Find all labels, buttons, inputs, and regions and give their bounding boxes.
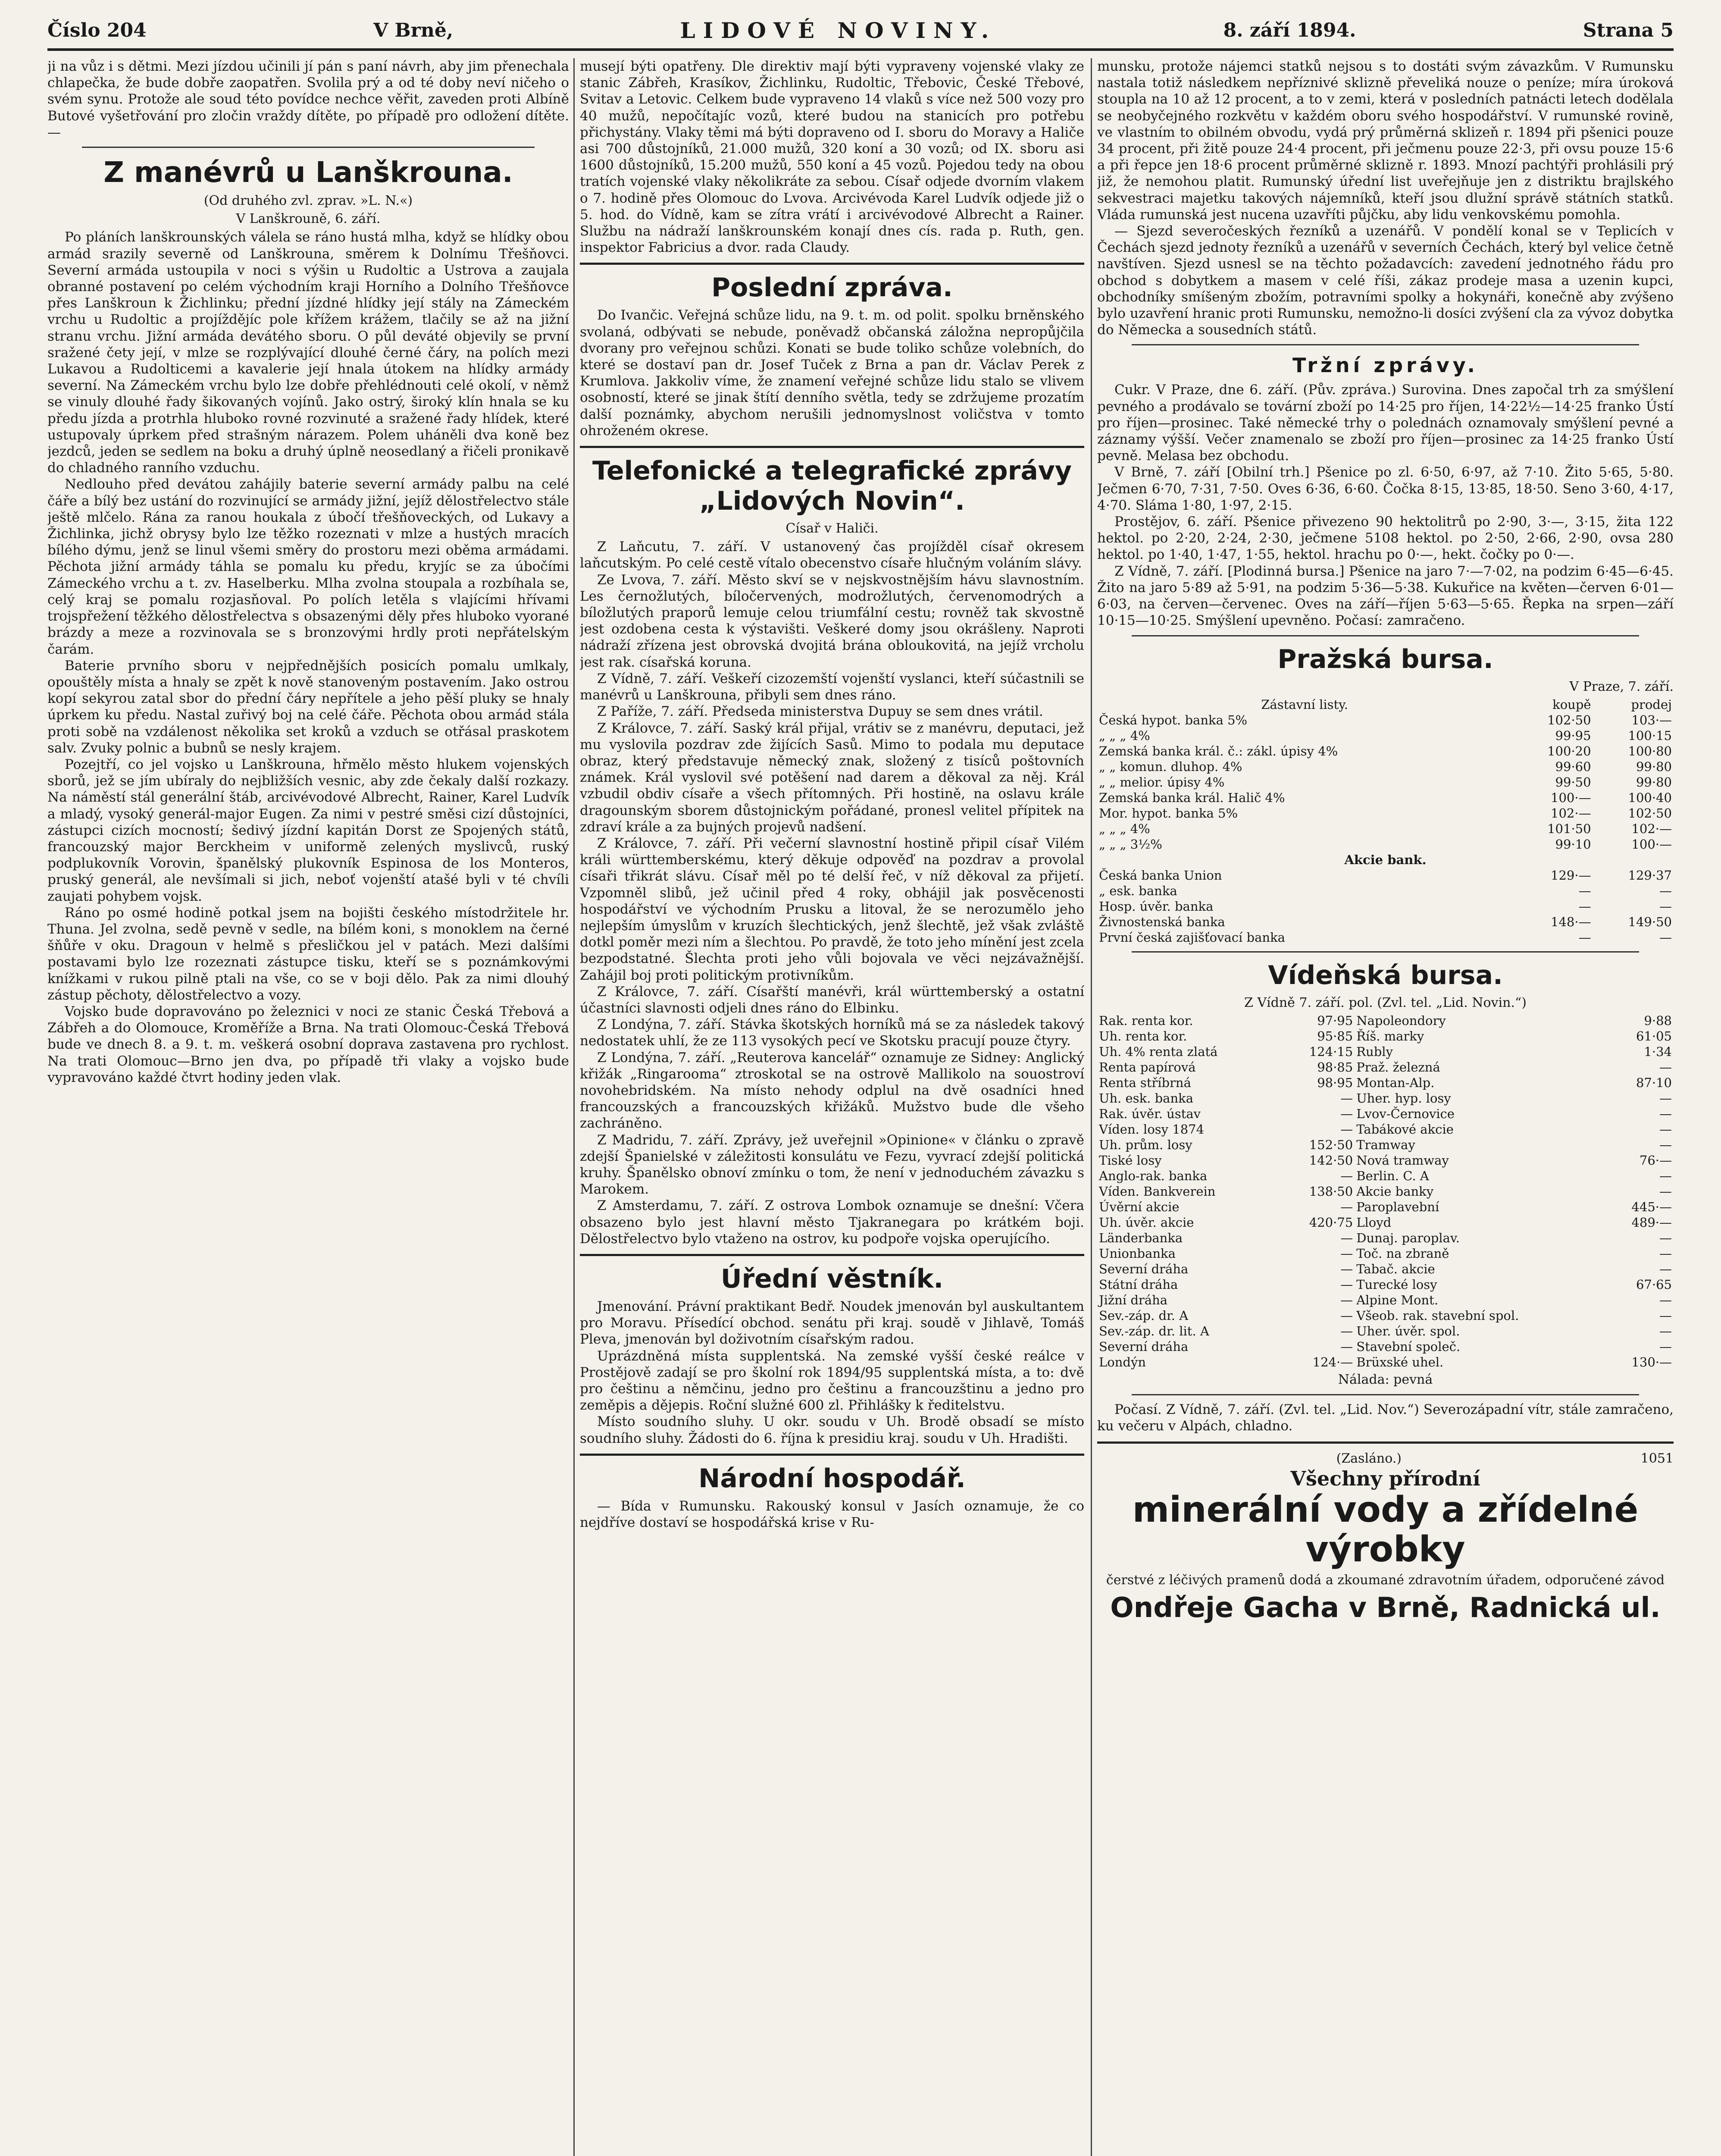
table-cell: Úvěrní akcie (1099, 1199, 1180, 1214)
table-cell: — (1340, 1122, 1353, 1137)
table-row (1097, 1122, 1674, 1137)
column-1 (47, 58, 569, 2156)
table-cell: — (1659, 1184, 1672, 1199)
table-cell: 142·50 (1309, 1153, 1353, 1168)
place: V Brně, (373, 19, 454, 41)
table-cell: 98·95 (1317, 1075, 1353, 1090)
table-cell: Anglo-rak. banka (1099, 1168, 1208, 1183)
table-cell: — (1659, 1168, 1672, 1183)
table-cell: 99·80 (1636, 774, 1672, 790)
table-cell: — (1340, 1323, 1353, 1338)
telegram: Z Londýna, 7. září. Stávka škotských horníků má se za následek takový nedostatek uhlí, že ze 113 vysokých pecí ve Skotsku pracují pouze čtyry. (580, 1017, 1084, 1049)
separator (580, 1254, 1084, 1256)
table-cell: 124·— (1312, 1354, 1353, 1369)
article-text: Ráno po osmé hodině potkal jsem na bojišti českého místodržitele hr. Thuna. Jel zvolna, sedě pevně v sedle, na bílém koni, s monoklem na černé šňůře v oku. Dragoun v helmě s přesličkou jel v patách. Mezi dalšími postavami bylo lze rozeznati zástupce tisku, kteří se s poznámkovými knížkami v rukou pilně ptali na vše, co se v boji dělo. Pak za nimi dlouhý zástup pěchoty, dělostřelectvo a vozy. (47, 905, 569, 1003)
page-number-right: Strana 5 (1583, 19, 1674, 41)
advert-header (1097, 1451, 1674, 1467)
table-cell: Česká hypot. banka 5% (1099, 712, 1248, 727)
table-row (1097, 1323, 1674, 1339)
table-cell: „ esk. banka (1099, 883, 1177, 898)
table-cell: 129·37 (1628, 868, 1672, 883)
table-cell: Dunaj. paroplav. (1356, 1230, 1460, 1245)
telegram: Z Královce, 7. září. Císařští manévři, král württemberský a ostatní účastníci slavnosti odjeli dnes ráno do Elbinku. (580, 984, 1084, 1016)
table-cell: — (1340, 1277, 1353, 1292)
separator (1097, 1442, 1674, 1444)
table-cell: Montan-Alp. (1356, 1075, 1435, 1090)
table-cell: Rak. úvěr. ústav (1099, 1106, 1201, 1121)
advert-headline: minerální vody a zřídelné výrobky (1132, 1489, 1639, 1570)
table-cell: 420·75 (1309, 1215, 1353, 1230)
prague-bursa-table (1097, 697, 1674, 945)
table-cell: Praž. železná (1356, 1059, 1440, 1075)
table-cell: — (1659, 1230, 1672, 1245)
table-cell: 152·50 (1309, 1137, 1353, 1152)
table-cell: — (1659, 1091, 1672, 1106)
article-text: Nedlouho před devátou zahájily baterie severní armády palbu na celé čáře a bílý bez ustání do rozvinující se armády jižní, jejíž dělostřelectvo stále ještě mlčelo. Rána za ranou houkala z úbočí třešňoveckých, od Lukavy a Žichlinka, jichž obrysy bylo lze těžko rozeznati v mlze a hustých mracích bílého dýmu, jenž se linul všemi směry do prostoru mezi oběma armádami. Pěchota jižní armády táhla se pomalu ku předu, kryjíc se za úbočími Zámeckého vrchu a t. zv. Haselberku. Mlha zvolna stoupala a rozbíhala se, celý kraj se pomalu rozjasňoval. Po polích letěla s vlajícími hřívami trojspřežení těžkého dělostřelectva s obsazenými děly přes hluboko vyorané brázdy a meze a rozvinovala se s bronzovými hrdly proti nepřátelským čarám. (47, 476, 569, 657)
table-cell: „ „ „ 3½% (1099, 837, 1162, 852)
table-cell: 148·— (1551, 914, 1591, 929)
table-cell: — (1659, 1323, 1672, 1338)
table-cell: Berlin. C. A (1356, 1168, 1429, 1183)
table-cell: — (1659, 1292, 1672, 1307)
table-cell: — (1340, 1168, 1353, 1183)
market-report: V Brně, 7. září [Obilní trh.] Pšenice po zl. 6·50, 6·97, až 7·10. Žito 5·65, 5·80. Ječmen 6·70, 7·31, 7·50. Oves 6·36, 6·60. Čočka 8·15, 13·85, 18·50. Seno 3·60, 4·17, 4·70. Sláma 1·80, 1·97, 2·15. (1097, 464, 1674, 513)
table-row (1097, 1059, 1674, 1075)
table-cell: — (1340, 1091, 1353, 1106)
table-cell: Akcie banky (1356, 1184, 1434, 1199)
table-cell: Severní dráha (1099, 1339, 1189, 1354)
table-cell: Uh. prům. losy (1099, 1137, 1192, 1152)
table-row (1097, 712, 1674, 728)
advert-line: čerstvé z léčivých pramenů dodá a zkoumané zdravotním úřadem, odporučené závod (1106, 1572, 1665, 1588)
table-cell: 97·95 (1317, 1013, 1353, 1028)
table-cell: Mor. hypot. banka 5% (1099, 805, 1238, 821)
advert-number: 1051 (1640, 1451, 1674, 1466)
table-row (1097, 883, 1674, 899)
table-cell: Sev.-záp. dr. lit. A (1099, 1323, 1209, 1338)
table-cell: Unionbanka (1099, 1246, 1176, 1261)
table-row (1097, 1261, 1674, 1277)
section-title: Tržní zprávy. (1292, 354, 1478, 377)
separator (1132, 1394, 1639, 1395)
table-cell: Lvov-Černovice (1356, 1106, 1455, 1121)
advert-label: (Zasláno.) (1336, 1451, 1402, 1466)
table-cell: Napoleondory (1356, 1013, 1446, 1028)
table-row (1097, 1044, 1674, 1059)
table-cell: Česká banka Union (1099, 868, 1222, 883)
article-text: ji na vůz i s dětmi. Mezi jízdou učinili jí pán s paní návrh, aby jim přenechala chlapečka, že bude dobře zaopatřen. Svolila prý a od té doby neví ničeho o svém synu. Protože ale soud této povídce nechce věřit, zaveden proti Albíně Butové vyšetřování pro zločin vraždy dítěte, po případě pro odložení dítěte. — (47, 59, 569, 140)
table-cell: — (1659, 883, 1672, 898)
table-cell: „ „ „ 4% (1099, 821, 1150, 836)
table-cell: Živnostenská banka (1099, 914, 1225, 929)
market-report: Z Vídně, 7. září. [Plodinná bursa.] Pšenice na jaro 7·—7·02, na podzim 6·45—6·45. Žito na jaro 5·89 až 5·91, na podzim 5·36—5·38. Kukuřice na květen—červen 6·01—6·03, na červen—červenec. Oves na září—říjen 5·63—5·65. Řepka na srpen—září 10·15—10·25. Smýšlení upevněno. Počasí: zamračeno. (1097, 563, 1674, 629)
telegram: Z Amsterdamu, 7. září. Z ostrova Lombok oznamuje se dnešní: Včera obsazeno bylo jest hlavní město Tjakranegara po krátkém boji. Dělostřelectvo bylo vtaženo na ostrov, ku podpoře vojska operujícího. (580, 1198, 1084, 1247)
table-cell: 100·80 (1628, 743, 1672, 758)
table-cell: — (1659, 1137, 1672, 1152)
separator (580, 263, 1084, 265)
table-cell: Tabač. akcie (1356, 1261, 1435, 1276)
bursa-note: Nálada: pevná (1338, 1372, 1433, 1387)
table-cell: 76·— (1639, 1153, 1672, 1168)
telegram: Ze Lvova, 7. září. Město skví se v nejskvostnějším hávu slavnostním. Les černožlutých, bíločervených, modrožlutých, červenomodrých a bíložlutých praporů lemuje celou triumfální cestu; rovněž tak skvostně jest ozdobena cesta k výstavišti. Veškeré domy jsou okrášleny. Naproti nádraží zřízena jest obrovská dvojitá brána obloukovitá, na jejíž vrcholu jest rak. císařská koruna. (580, 572, 1084, 670)
market-report: Cukr. V Praze, dne 6. září. (Pův. zpráva.) Surovina. Dnes započal trh za smýšlení pevného a prodávalo se tovární zboží po 14·25 pro říjen, 14·22½—14·25 franko Ústí pro říjen—prosinec. Také německé trhy o polednách oznamovaly smýšlení pevné a záznamy výšší. Večer znamenalo se zboží pro říjen—prosinec za 14·25 franko Ústí pevně. Melasa bez obchodu. (1097, 382, 1674, 464)
table-cell: — (1659, 1261, 1672, 1276)
table-subheader (1097, 852, 1674, 868)
table-row (1097, 1168, 1674, 1184)
table-cell: — (1659, 1246, 1672, 1261)
article-text: Do Ivančic. Veřejná schůze lidu, na 9. t. m. od polit. spolku brněnského svolaná, odbývati se nebude, poněvadž občanská záložna nepropůjčila dvorany pro veřejnou schůzi. Konati se bude toliko schůze volebních, do které se dostaví pan dr. Josef Tuček z Brna a pan dr. Václav Perek z Krumlova. Jakkoliv víme, že znamení veřejné schůze lidu stalo se vlivem osobností, které se jinak štítí denního světla, tedy se zdržujeme prozatím další poznámky, abychom nerušili jednomyslnost voličstva v tomto ohroženém okrese. (580, 307, 1084, 439)
table-row (1097, 868, 1674, 883)
section-subtitle: Císař v Haliči. (785, 521, 879, 536)
table-cell: 99·95 (1555, 728, 1591, 743)
table-cell: — (1659, 1339, 1672, 1354)
table-row (1097, 774, 1674, 790)
article-title: Z manévrů u Lanškrouna. (103, 156, 513, 189)
telegram: Z Paříže, 7. září. Předseda ministerstva Dupuy se sem dnes vrátil. (597, 704, 1043, 720)
article-text: Místo soudního sluhy. U okr. soudu v Uh. Brodě obsadí se místo soudního sluhy. Žádosti do 6. října k presidiu kraj. soudu v Uh. Hradišti. (580, 1414, 1084, 1446)
table-header-cell: Zástavní listy. (1261, 697, 1348, 712)
table-row (1097, 821, 1674, 837)
table-cell: 445·— (1631, 1199, 1672, 1214)
table-cell: 99·50 (1555, 774, 1591, 790)
table-cell: 100·15 (1628, 728, 1672, 743)
table-cell: 9·88 (1644, 1013, 1672, 1028)
article-dateline: V Lanškrouně, 6. září. (236, 211, 381, 227)
column-3 (1097, 58, 1674, 2156)
table-cell: — (1578, 883, 1591, 898)
table-cell: 100·— (1631, 837, 1672, 852)
table-cell: Turecké losy (1356, 1277, 1437, 1292)
table-cell: 98·85 (1317, 1059, 1353, 1075)
column-divider (1091, 58, 1092, 2156)
market-report: Prostějov, 6. září. Pšenice přivezeno 90 hektolitrů po 2·90, 3·—, 3·15, žita 122 hektol. po 2·20, 2·24, 2·30, ječmene 5108 hektol. po 2·50, 2·66, 2·90, ovsa 280 hektol. po 1·40, 1·47, 1·55, hektol. hrachu po 0·—, hekt. čočky po 0·—. (1097, 514, 1674, 563)
table-cell: Zemská banka král. č.: zákl. úpisy 4% (1099, 743, 1338, 758)
article-text: Po pláních lanškrounských válela se ráno hustá mlha, když se hlídky obou armád srazily severně od Lanškrouna, směrem k Dolnímu Třešňovci. Severní armáda ustoupila v noci s výšin u Rudoltic a Ustrova a zaujala obranné postavení po celém východním kraji Horního a Dolního Třešňovce přes Lanškroun k Žichlinku; přední jízdné hlídky její stály na Zámeckém vrchu u Rudoltic a projíždějíc pole křížem krážem, tlačily se až na jižní stranu vrchu. Jižní armáda devátého sboru. O půl deváté objevily se první sražené čety její, v mlze se rozplývající dlouhé černé čáry, na polích mezi Lukavou a Rudolticemi a kavalerie její hnala útokem na hlídky armády severní. Na Zámeckém vrchu bylo lze dobře přehlédnouti celé okolí, v němž se vinuly dlouhé řady šikovaných vojínů. Jako ostrý, široký klín hnala se ku předu jízda a protrhla hluboko rovné rozvinuté a sražené řady hlídek, které ustupovaly úprkem před strašným nárazem. Polem uháněli dva koně bez jezdců, jeden se sedlem na boku a druhý úplně neosedlaný a řičeli pronikavě do chladného ranního vzduchu. (47, 229, 569, 476)
table-cell: Uh. esk. banka (1099, 1091, 1194, 1106)
table-row (1097, 1215, 1674, 1230)
separator (580, 1454, 1084, 1456)
table-row (1097, 805, 1674, 821)
vienna-bursa-table (1097, 1013, 1674, 1370)
table-cell: Uh. 4% renta zlatá (1099, 1044, 1218, 1059)
table-row (1097, 1137, 1674, 1153)
table-cell: Renta stříbrná (1099, 1075, 1191, 1090)
table-row (1097, 1354, 1674, 1370)
table-cell: 102·50 (1628, 805, 1672, 821)
table-row (1097, 1013, 1674, 1028)
telegram: Z Madridu, 7. září. Zprávy, jež uveřejnil »Opinione« v článku o zpravě zdejší Španielské v záležitosti konsulátu ve Fezu, vyvrací zdejší politická kruhy. Španělsko obnoví zmínku o tom, že není v jednoduchém závazku s Marokem. (580, 1132, 1084, 1197)
table-cell: — (1659, 930, 1672, 945)
table-cell: „ „ melior. úpisy 4% (1099, 774, 1225, 790)
table-cell: Uh. úvěr. akcie (1099, 1215, 1194, 1230)
table-section-title: Akcie bank. (1344, 852, 1427, 867)
article-text: Uprázdněná místa supplentská. Na zemské vyšší české reálce v Prostějově zadají se pro školní rok 1894/95 supplentská místa, a to: dvě pro češtinu a němčinu, jedno pro češtinu a francouzštinu a jedno pro zeměpis a dějepis. Roční služné 600 zl. Přihlášky k ředitelstvu. (580, 1348, 1084, 1413)
article-text: musejí býti opatřeny. Dle direktiv mají býti vypraveny vojenské vlaky ze stanic Zábřeh, Krasíkov, Žichlinku, Rudoltic, Třebovic, České Třebové, Svitav a Letovic. Celkem bude vypraveno 14 vlaků s více než 500 vozy pro 40 mužů, nepočítajíc vozů, které budou na stanicích pro potřebu přichystány. Vlaky těmi má býti dopraveno od I. sboru do Moravy a Haliče asi 700 důstojníků, 21.000 mužů, 320 koní a 30 vozů; od IX. sboru asi 1600 důstojníků, 15.200 mužů, 550 koní a 45 vozů. Pojedou tedy na obou tratích vojenské vlaky několikráte za sebou. Císař odjede dvorním vlakem o 7. hodině přes Olomouc do Lvova. Arcivévoda Karel Ludvík odjede již o 5. hod. do Vídně, kam se zítra vrátí i arcivévodové Albrecht a Rainer. Službu na nádraží lanškrounském konají dnes cís. rada p. Ruth, gen. inspektor Fabricius a dvor. rada Claudy. (580, 59, 1084, 256)
article-text: munsku, protože nájemci statků nejsou s to dostáti svým závazkům. V Rumunsku nastala totiž následkem nepříznivé sklizně převeliká nouze o peníze; míra úroková stoupla na 10 až 12 procent, a to v zemi, která v posledních patnácti letech dodělala se neobyčejného rozkvětu v každém oboru svého hospodářství. V rumunské rovině, ve vlastním to obilném obvodu, vydá prý průměrná sklizeň r. 1894 při pšenici pouze 34 procent, při žitě pouze 24·4 procent, při ječmenu pouze 22·3, při ovsu pouze 15·6 a při řepce jen 18·6 procent průměrné sklizně r. 1893. Mnozí pachtýři prohlásili prý již, že nemohou platit. Rumunský úřední list uveřejňuje jen z distriktu brajlského sekvestraci majetku takových nájemníků, kteří jsou dlužní správě státních statků. Vláda rumunská jest nucena uzavříti půjčku, aby lidu venkovskému pomohla. (1097, 59, 1674, 222)
table-cell: — (1340, 1339, 1353, 1354)
page-number-left: Číslo 204 (47, 19, 147, 41)
table-cell: Všeob. rak. stavební spol. (1356, 1308, 1519, 1323)
table-row (1097, 790, 1674, 805)
table-cell: Uher. úvěr. spol. (1356, 1323, 1460, 1338)
article-subtitle: (Od druhého zvl. zprav. »L. N.«) (203, 193, 413, 209)
table-cell: Rak. renta kor. (1099, 1013, 1193, 1028)
section-title: Úřední věstník. (720, 1264, 944, 1294)
table-cell: — (1659, 1122, 1672, 1137)
section-title: Telefonické a telegrafické zprávy „Lidových Novin“. (592, 456, 1072, 517)
table-cell: Stavební společ. (1356, 1339, 1461, 1354)
table-cell: Uher. hyp. losy (1356, 1091, 1451, 1106)
article-text: Vojsko bude dopravováno po železnici v noci ze stanic Česká Třebová a Zábřeh a do Olomouce, Kroměříže a Brna. Na trati Olomouc-Česká Třebová bude ve dnech 8. a 9. t. m. veškerá osobní doprava zastavena pro rychlost. Na trati Olomouc—Brno jen dva, po případě tři vlaky a vojsko bude vypravováno každé čtvrt hodiny jeden vlak. (47, 1003, 569, 1085)
table-cell: 95·85 (1317, 1028, 1353, 1044)
table-cell: 149·50 (1628, 914, 1672, 929)
table-row (1097, 1308, 1674, 1323)
table-cell: Paroplavební (1356, 1199, 1439, 1214)
article-text: — Bída v Rumunsku. Rakouský konsul v Jasích oznamuje, že co nejdříve dostaví se hospodářská krise v Ru- (580, 1498, 1084, 1531)
table-row (1097, 759, 1674, 774)
separator (580, 446, 1084, 448)
table-row (1097, 1230, 1674, 1246)
masthead: LIDOVÉ NOVINY. (680, 17, 997, 43)
separator (82, 147, 535, 148)
table-row (1097, 1075, 1674, 1091)
table-cell: Státní dráha (1099, 1277, 1178, 1292)
section-title: Pražská bursa. (1277, 644, 1493, 674)
table-cell: 138·50 (1309, 1184, 1353, 1199)
table-header-cell: prodej (1631, 697, 1672, 712)
table-cell: „ „ komun. dluhop. 4% (1099, 759, 1242, 774)
table-cell: 102·50 (1547, 712, 1591, 727)
table-cell: Toč. na zbraně (1356, 1246, 1449, 1261)
section-title: Poslední zpráva. (711, 273, 953, 303)
table-cell: — (1659, 1059, 1672, 1075)
separator (1132, 951, 1639, 953)
table-cell: 99·60 (1555, 759, 1591, 774)
column-2 (580, 58, 1084, 2156)
telegram: Z Laňcutu, 7. září. V ustanovený čas projížděl císař okresem laňcutským. Po celé cestě vítalo obecenstvo císaře hlučným voláním slávy. (580, 539, 1084, 571)
table-row (1097, 914, 1674, 930)
table-cell: Tiské losy (1099, 1153, 1162, 1168)
table-cell: Renta papírová (1099, 1059, 1196, 1075)
table-cell: Hosp. úvěr. banka (1099, 899, 1214, 914)
table-row (1097, 1292, 1674, 1308)
advert-company: Ondřeje Gacha v Brně, Radnická ul. (1110, 1592, 1661, 1624)
page-header (47, 17, 1674, 43)
table-cell: 100·40 (1628, 790, 1672, 805)
table-row (1097, 930, 1674, 945)
table-cell: Nová tramway (1356, 1153, 1449, 1168)
section-title: Vídeňská bursa. (1268, 960, 1503, 990)
table-row (1097, 899, 1674, 914)
table-cell: 102·— (1631, 821, 1672, 836)
column-divider (573, 58, 575, 2156)
table-cell: 130·— (1631, 1354, 1672, 1369)
telegram: Z Královce, 7. září. Saský král přijal, vrátiv se z manévru, deputaci, jež mu vyslovila pozdrav zde žijících Sasů. Mimo to podala mu deputace obraz, který představuje německý znak, složený z tisíců poštovních známek. Král vyslovil své potěšení nad darem a děkoval za něj. Král vzbudil obdiv císaře a všech přítomných. Při hostině, na oslavu krále dragounským sborem důstojnickým pořádané, pronesl velitel přípitek na zdraví krále a za bujných projevů nadšení. (580, 720, 1084, 835)
separator (1132, 635, 1639, 636)
issue-date: 8. září 1894. (1223, 19, 1356, 41)
table-cell: Lloyd (1356, 1215, 1392, 1230)
weather-report: Počasí. Z Vídně, 7. září. (Zvl. tel. „Lid. Nov.“) Severozápadní vítr, stále zamračeno, ku večeru v Alpách, chladno. (1097, 1402, 1674, 1434)
table-cell: Víden. losy 1874 (1099, 1122, 1205, 1137)
table-cell: „ „ „ 4% (1099, 728, 1150, 743)
header-rule (47, 48, 1674, 51)
table-cell: Londýn (1099, 1354, 1146, 1369)
table-cell: 99·80 (1636, 759, 1672, 774)
bursa-dateline: Z Vídně 7. září. pol. (Zvl. tel. „Lid. Novin.“) (1244, 995, 1527, 1010)
table-cell: 102·— (1551, 805, 1591, 821)
table-cell: — (1659, 899, 1672, 914)
table-cell: První česká zajišťovací banka (1099, 930, 1285, 945)
table-cell: — (1340, 1261, 1353, 1276)
table-header (1097, 697, 1674, 712)
table-row (1097, 1184, 1674, 1199)
table-cell: Sev.-záp. dr. A (1099, 1308, 1189, 1323)
table-cell: — (1578, 899, 1591, 914)
table-row (1097, 1339, 1674, 1354)
table-cell: Víden. Bankverein (1099, 1184, 1216, 1199)
table-row (1097, 837, 1674, 852)
table-cell: 67·65 (1636, 1277, 1672, 1292)
article-text: Baterie prvního sboru v nejpřednějších posicích pomalu umlkaly, opouštěly místa a hnaly se zpět k nově stanoveným postavením. Jako ostrou kopí sekyrou zatal sbor do přední čáry nepřítele a jeho pěší pluky se hnaly úprkem ku předu. Nastal zuřivý boj na celé čáře. Pěchota obou armád stála proti sobě na vzdálenost několika set kroků a vzduch se otřásal praskotem salv. Zvuky polnic a bubnů se nesly krajem. (47, 658, 569, 756)
table-cell: Brüxské uhel. (1356, 1354, 1444, 1369)
advert-line: Všechny přírodní (1290, 1467, 1480, 1490)
table-cell: 129·— (1551, 868, 1591, 883)
table-cell: Länderbanka (1099, 1230, 1183, 1245)
table-header-cell: koupě (1552, 697, 1591, 712)
article-text: Jmenování. Právní praktikant Bedř. Noudek jmenován byl auskultantem pro Moravu. Přísedící obchod. senátu při kraj. soudě v Jihlavě, Tomáš Pleva, jmenován byl doživotním císařským radou. (580, 1299, 1084, 1348)
table-cell: Zemská banka král. Halič 4% (1099, 790, 1285, 805)
table-row (1097, 1106, 1674, 1122)
table-cell: — (1340, 1230, 1353, 1245)
table-row (1097, 1153, 1674, 1168)
table-cell: 1·34 (1644, 1044, 1672, 1059)
table-cell: 103·— (1631, 712, 1672, 727)
table-cell: 99·10 (1555, 837, 1591, 852)
table-cell: Říš. marky (1356, 1028, 1424, 1044)
table-cell: — (1340, 1308, 1353, 1323)
table-cell: Tramway (1356, 1137, 1415, 1152)
table-cell: 87·10 (1636, 1075, 1672, 1090)
table-cell: Severní dráha (1099, 1261, 1189, 1276)
table-cell: — (1340, 1246, 1353, 1261)
table-cell: 101·50 (1547, 821, 1591, 836)
table-cell: — (1578, 930, 1591, 945)
table-cell: — (1340, 1292, 1353, 1307)
table-cell: Tabákové akcie (1356, 1122, 1454, 1137)
table-cell: — (1659, 1106, 1672, 1121)
table-cell: — (1659, 1308, 1672, 1323)
table-row (1097, 1199, 1674, 1215)
telegram: Z Vídně, 7. září. Veškeří cizozemští vojenští vyslanci, kteří súčastnili se manévrů u Lanškrouna, přibyli sem dnes ráno. (580, 671, 1084, 703)
table-row (1097, 1091, 1674, 1106)
table-cell: — (1340, 1199, 1353, 1214)
table-row (1097, 728, 1674, 743)
table-row (1097, 1277, 1674, 1292)
telegram: Z Královce, 7. září. Při večerní slavnostní hostině připil císař Vilém králi württemberskému, který děkuje odpověď na pozdrav a provolal císaři třikrát slávu. Císař měl po té delší řeč, v níž děkoval za přijetí. Vzpomněl slibů, jež učinil před 4 roky, obhájil jak posvěcenosti hospodářství ve východním Prusku a litoval, že se nerozumělo jeho nejlepším úmyslům v kruzích šlechtických, jenž šlechtě, jež však zvláště dotkl poměr mezi ním a šlechtou. Po pravdě, že toto jeho mínění jest zcela bezpodstatné. Šlechta proti jeho vůli bojovala ve věci nejzávažnější. Zahájil boj proti politickým protivníkům. (580, 835, 1084, 983)
table-cell: Alpine Mont. (1356, 1292, 1439, 1307)
table-cell: 100·20 (1547, 743, 1591, 758)
table-cell: 489·— (1631, 1215, 1672, 1230)
telegram: Z Londýna, 7. září. „Reuterova kancelář“ oznamuje ze Sidney: Anglický křižák „Ringarooma“ ztroskotal se na ostrově Mallikolo na souostroví novohebridském. Na místo nehody odplul na dvě osadníci hned francouzských a francouzských křižáků. Mužstvo bude dle všeho zachráněno. (580, 1050, 1084, 1131)
article-text: Pozejtří, co jel vojsko u Lanškrouna, hřmělo město hlukem vojenských sborů, jež se jím ubíraly do nejbližších vesnic, aby zde čekaly další rozkazy. Na náměstí stál generální štáb, arcivévodové Albrecht, Rainer, Karel Ludvík a mladý, vysoký generál-major Eugen. Za nimi v pestré směsi cizí důstojníci, zástupci cizích mocností; šedivý jízdní kapitán Dorst ze Spojených států, francouzský major Berckheim v uniformě zelených myslivců, ruský podplukovník Vorovin, španělský plukovník Espinosa de los Monteros, pruský generál, ale nevšímali si jich, neboť vojenští atašé byli v té chvíli zaujati pohybem vojsk. (47, 756, 569, 904)
article-text: — Sjezd severočeských řezníků a uzenářů. V pondělí konal se v Teplicích v Čechách sjezd jednoty řezníků a uzenářů v severních Čechách, který byl velice četně navštíven. Sjezd usnesl se na těchto požadavcích: zavedení jednotného řádu pro obchod s dobytkem a masem v celé říši, zákaz prodeje masa a uzenin kupci, obchodníky smíšeným zbožím, potravními spolky a hokynáři, konečně aby zvýšeno bylo uzavření hranic proti Rumunsku, nemožno-li dosíci zvýšení cla za vývoz dobytka do Německa a sousedních států. (1097, 223, 1674, 338)
table-cell: 61·05 (1636, 1028, 1672, 1044)
table-row (1097, 743, 1674, 759)
table-cell: 124·15 (1309, 1044, 1353, 1059)
bursa-dateline: V Praze, 7. září. (1569, 679, 1674, 694)
table-row (1097, 1246, 1674, 1261)
separator (1132, 344, 1639, 345)
table-row (1097, 1028, 1674, 1044)
table-cell: — (1340, 1106, 1353, 1121)
table-cell: Uh. renta kor. (1099, 1028, 1187, 1044)
table-cell: Jižní dráha (1099, 1292, 1168, 1307)
table-cell: 100·— (1551, 790, 1591, 805)
table-cell: Rubly (1356, 1044, 1393, 1059)
section-title: Národní hospodář. (698, 1463, 966, 1494)
